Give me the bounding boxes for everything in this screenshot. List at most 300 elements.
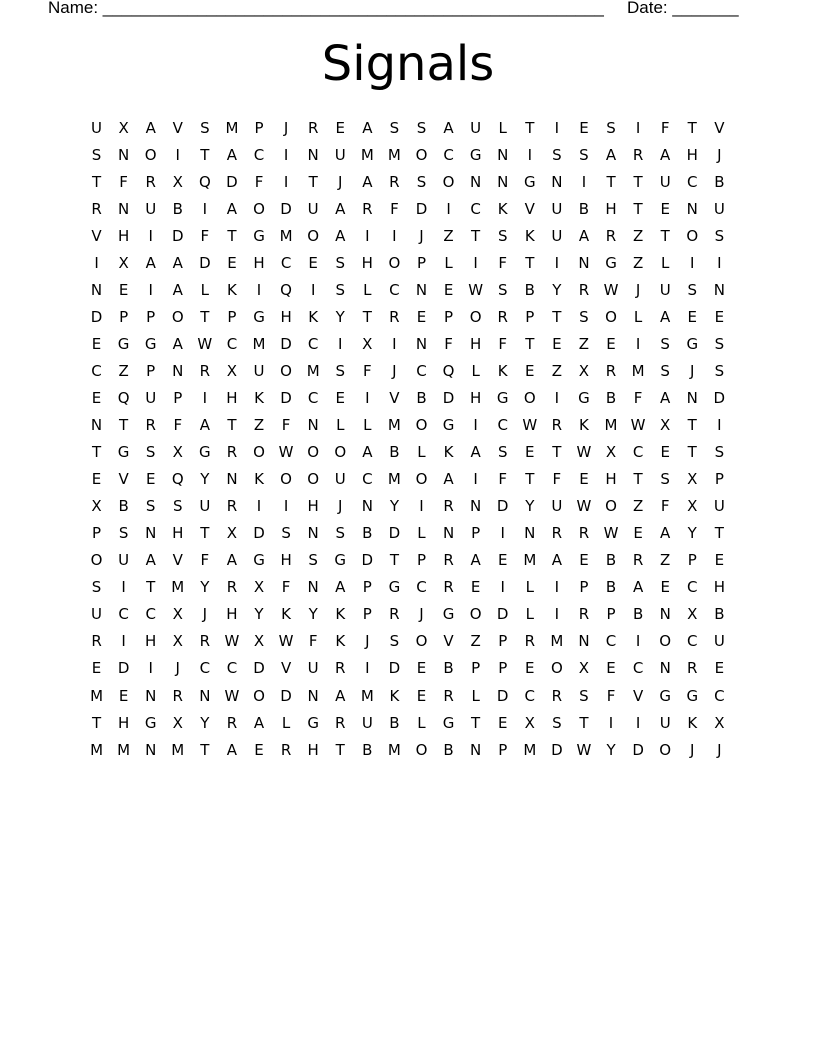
grid-letter[interactable]: R <box>199 632 211 651</box>
grid-letter[interactable]: O <box>469 605 482 624</box>
grid-letter[interactable]: F <box>444 334 453 353</box>
grid-letter[interactable]: E <box>525 659 535 678</box>
grid-letter[interactable]: T <box>200 145 210 164</box>
grid-letter[interactable]: W <box>224 632 240 651</box>
grid-letter[interactable]: D <box>199 253 211 272</box>
grid-letter[interactable]: L <box>417 524 426 543</box>
grid-letter[interactable]: I <box>635 713 641 732</box>
grid-letter[interactable]: T <box>687 416 697 435</box>
grid-letter[interactable]: E <box>416 659 427 678</box>
grid-letter[interactable]: P <box>525 307 535 326</box>
grid-letter[interactable]: X <box>226 361 238 380</box>
grid-letter[interactable]: I <box>473 416 478 435</box>
grid-letter[interactable]: F <box>498 470 508 489</box>
grid-letter[interactable]: S <box>660 361 670 380</box>
grid-letter[interactable]: D <box>253 659 265 678</box>
grid-letter[interactable]: V <box>118 470 129 489</box>
grid-letter[interactable]: B <box>362 740 373 759</box>
grid-letter[interactable]: H <box>280 307 292 326</box>
grid-letter[interactable]: N <box>307 578 319 597</box>
grid-letter[interactable]: O <box>605 497 617 516</box>
grid-letter[interactable]: C <box>687 578 698 597</box>
grid-letter[interactable]: I <box>310 280 316 299</box>
grid-letter[interactable]: N <box>578 632 590 651</box>
grid-letter[interactable]: F <box>200 551 210 570</box>
grid-letter[interactable]: V <box>280 659 292 678</box>
grid-letter[interactable]: N <box>90 416 103 435</box>
grid-letter[interactable]: K <box>308 307 319 326</box>
grid-letter[interactable]: I <box>283 145 289 164</box>
grid-letter[interactable]: B <box>172 199 183 218</box>
grid-letter[interactable]: N <box>470 497 482 516</box>
grid-letter[interactable]: E <box>714 659 725 678</box>
grid-letter[interactable]: I <box>365 226 370 245</box>
grid-letter[interactable]: V <box>524 199 535 218</box>
grid-letter[interactable]: T <box>119 416 129 435</box>
grid-letter[interactable]: R <box>551 686 563 705</box>
grid-letter[interactable]: R <box>497 307 508 326</box>
grid-letter[interactable]: F <box>498 334 508 353</box>
grid-letter[interactable]: Z <box>632 253 644 272</box>
grid-letter[interactable]: B <box>416 388 427 407</box>
grid-letter[interactable]: N <box>659 605 671 624</box>
grid-letter[interactable]: S <box>497 226 508 245</box>
grid-letter[interactable]: A <box>335 578 346 597</box>
grid-letter[interactable]: Q <box>442 361 455 380</box>
grid-letter[interactable]: B <box>714 172 725 191</box>
grid-letter[interactable]: C <box>687 172 698 191</box>
grid-letter[interactable]: Z <box>632 226 644 245</box>
grid-letter[interactable]: A <box>145 118 156 137</box>
grid-letter[interactable]: P <box>173 388 183 407</box>
grid-letter[interactable]: D <box>388 659 401 678</box>
grid-letter[interactable]: E <box>335 388 345 407</box>
grid-letter[interactable]: Z <box>118 361 129 380</box>
grid-letter[interactable]: X <box>172 713 183 732</box>
grid-letter[interactable]: I <box>473 253 478 272</box>
grid-letter[interactable]: I <box>500 524 505 543</box>
grid-letter[interactable]: D <box>280 388 292 407</box>
grid-letter[interactable]: W <box>278 443 294 462</box>
grid-letter[interactable]: H <box>605 199 617 218</box>
grid-letter[interactable]: P <box>227 307 237 326</box>
grid-letter[interactable]: K <box>497 199 508 218</box>
grid-letter[interactable]: U <box>334 145 346 164</box>
grid-letter[interactable]: Y <box>525 497 535 516</box>
grid-letter[interactable]: T <box>687 443 697 462</box>
grid-letter[interactable]: W <box>576 497 592 516</box>
grid-letter[interactable]: E <box>714 307 725 326</box>
grid-letter[interactable]: U <box>551 497 563 516</box>
grid-letter[interactable]: X <box>687 605 698 624</box>
grid-letter[interactable]: B <box>118 497 129 516</box>
grid-letter[interactable]: S <box>389 118 400 137</box>
grid-letter[interactable]: G <box>253 226 265 245</box>
grid-letter[interactable]: K <box>687 713 698 732</box>
grid-letter[interactable]: T <box>389 551 399 570</box>
grid-letter[interactable]: I <box>554 253 560 272</box>
grid-letter[interactable]: G <box>144 713 157 732</box>
grid-letter[interactable]: B <box>443 659 454 678</box>
grid-letter[interactable]: R <box>199 361 211 380</box>
grid-letter[interactable]: H <box>605 470 617 489</box>
grid-letter[interactable]: U <box>91 118 103 137</box>
grid-letter[interactable]: R <box>226 578 238 597</box>
grid-letter[interactable]: D <box>280 686 292 705</box>
grid-letter[interactable]: T <box>362 307 372 326</box>
grid-letter[interactable]: I <box>392 226 397 245</box>
grid-letter[interactable]: B <box>605 551 617 570</box>
grid-letter[interactable]: K <box>524 226 535 245</box>
grid-letter[interactable]: L <box>498 118 507 137</box>
grid-letter[interactable]: K <box>254 388 264 407</box>
grid-letter[interactable]: O <box>334 443 347 462</box>
grid-letter[interactable]: V <box>172 551 183 570</box>
grid-letter[interactable]: C <box>389 280 400 299</box>
grid-letter[interactable]: O <box>307 470 320 489</box>
grid-letter[interactable]: A <box>253 713 265 732</box>
grid-letter[interactable]: G <box>334 551 347 570</box>
grid-letter[interactable]: T <box>91 713 102 732</box>
grid-letter[interactable]: Z <box>470 632 481 651</box>
grid-letter[interactable]: I <box>175 145 180 164</box>
grid-letter[interactable]: C <box>226 334 238 353</box>
grid-letter[interactable]: M <box>306 361 320 380</box>
grid-letter[interactable]: T <box>200 307 210 326</box>
grid-letter[interactable]: M <box>279 226 293 245</box>
grid-letter[interactable]: I <box>554 605 560 624</box>
grid-letter[interactable]: E <box>443 280 454 299</box>
grid-letter[interactable]: J <box>283 118 289 137</box>
grid-letter[interactable]: T <box>227 416 237 435</box>
grid-letter[interactable]: I <box>338 334 343 353</box>
grid-letter[interactable]: S <box>714 226 725 245</box>
grid-letter[interactable]: S <box>335 361 345 380</box>
grid-letter[interactable]: N <box>470 740 482 759</box>
grid-letter[interactable]: R <box>280 740 292 759</box>
grid-letter[interactable]: M <box>171 740 185 759</box>
grid-letter[interactable]: C <box>226 659 238 678</box>
grid-letter[interactable]: Z <box>551 361 562 380</box>
grid-letter[interactable]: N <box>551 172 563 191</box>
grid-letter[interactable]: Z <box>632 497 644 516</box>
grid-letter[interactable]: R <box>307 118 319 137</box>
grid-letter[interactable]: U <box>253 361 265 380</box>
grid-letter[interactable]: E <box>91 470 102 489</box>
grid-letter[interactable]: C <box>307 388 319 407</box>
grid-letter[interactable]: G <box>686 686 699 705</box>
grid-letter[interactable]: O <box>415 470 428 489</box>
grid-letter[interactable]: P <box>579 578 589 597</box>
grid-letter[interactable]: I <box>554 118 560 137</box>
grid-letter[interactable]: R <box>605 226 617 245</box>
grid-letter[interactable]: W <box>576 740 592 759</box>
grid-letter[interactable]: N <box>145 686 157 705</box>
grid-letter[interactable]: W <box>468 280 484 299</box>
grid-letter[interactable]: B <box>443 740 454 759</box>
grid-letter[interactable]: D <box>713 388 726 407</box>
grid-letter[interactable]: O <box>442 172 455 191</box>
grid-letter[interactable]: T <box>687 118 697 137</box>
grid-letter[interactable]: Z <box>443 226 454 245</box>
grid-letter[interactable]: M <box>631 361 645 380</box>
grid-letter[interactable]: B <box>605 578 617 597</box>
grid-letter[interactable]: P <box>362 605 372 624</box>
grid-letter[interactable]: T <box>200 740 210 759</box>
grid-letter[interactable]: G <box>253 307 265 326</box>
grid-letter[interactable]: N <box>415 334 428 353</box>
grid-letter[interactable]: E <box>660 443 670 462</box>
grid-letter[interactable]: A <box>226 551 238 570</box>
grid-letter[interactable]: F <box>200 226 210 245</box>
grid-letter[interactable]: E <box>579 470 589 489</box>
grid-letter[interactable]: N <box>199 686 211 705</box>
grid-letter[interactable]: F <box>119 172 128 191</box>
grid-letter[interactable]: I <box>365 659 370 678</box>
grid-letter[interactable]: N <box>497 145 509 164</box>
grid-letter[interactable]: O <box>550 659 563 678</box>
grid-letter[interactable]: H <box>253 253 265 272</box>
grid-letter[interactable]: I <box>148 226 153 245</box>
grid-letter[interactable]: S <box>145 497 156 516</box>
grid-letter[interactable]: S <box>579 307 589 326</box>
grid-letter[interactable]: G <box>523 172 536 191</box>
grid-letter[interactable]: E <box>470 578 481 597</box>
grid-letter[interactable]: K <box>335 605 346 624</box>
grid-letter[interactable]: V <box>172 118 183 137</box>
grid-letter[interactable]: D <box>632 740 644 759</box>
grid-letter[interactable]: T <box>633 199 643 218</box>
grid-letter[interactable]: W <box>278 632 294 651</box>
grid-letter[interactable]: X <box>172 632 183 651</box>
grid-letter[interactable]: S <box>281 524 291 543</box>
grid-letter[interactable]: D <box>171 226 184 245</box>
grid-letter[interactable]: N <box>145 524 157 543</box>
grid-letter[interactable]: W <box>603 524 619 543</box>
grid-letter[interactable]: E <box>579 551 589 570</box>
grid-letter[interactable]: T <box>525 118 535 137</box>
grid-letter[interactable]: M <box>90 740 104 759</box>
grid-letter[interactable]: E <box>335 118 345 137</box>
grid-letter[interactable]: O <box>686 226 699 245</box>
grid-letter[interactable]: X <box>253 578 265 597</box>
grid-letter[interactable]: E <box>145 470 156 489</box>
grid-letter[interactable]: P <box>498 740 508 759</box>
grid-letter[interactable]: C <box>362 470 373 489</box>
grid-letter[interactable]: X <box>118 253 129 272</box>
grid-letter[interactable]: I <box>554 388 560 407</box>
grid-letter[interactable]: J <box>690 361 695 380</box>
grid-letter[interactable]: O <box>280 470 292 489</box>
grid-letter[interactable]: X <box>578 659 590 678</box>
grid-letter[interactable]: S <box>552 145 562 164</box>
grid-letter[interactable]: E <box>579 118 589 137</box>
grid-letter[interactable]: G <box>686 334 699 353</box>
grid-letter[interactable]: O <box>523 388 536 407</box>
grid-letter[interactable]: H <box>361 253 373 272</box>
grid-letter[interactable]: N <box>713 280 725 299</box>
grid-letter[interactable]: M <box>387 470 401 489</box>
grid-letter[interactable]: Q <box>171 470 184 489</box>
grid-letter[interactable]: X <box>605 443 617 462</box>
grid-letter[interactable]: Y <box>200 578 210 597</box>
grid-letter[interactable]: C <box>632 659 644 678</box>
grid-letter[interactable]: M <box>387 740 401 759</box>
grid-letter[interactable]: P <box>498 632 508 651</box>
grid-letter[interactable]: A <box>551 551 562 570</box>
grid-letter[interactable]: O <box>415 145 428 164</box>
grid-letter[interactable]: O <box>144 145 157 164</box>
grid-letter[interactable]: M <box>387 416 401 435</box>
grid-letter[interactable]: N <box>524 524 536 543</box>
grid-letter[interactable]: G <box>144 334 157 353</box>
grid-letter[interactable]: E <box>416 307 427 326</box>
grid-letter[interactable]: Z <box>253 416 265 435</box>
grid-letter[interactable]: I <box>121 578 126 597</box>
grid-letter[interactable]: X <box>687 470 698 489</box>
grid-letter[interactable]: A <box>172 334 183 353</box>
grid-letter[interactable]: I <box>256 497 262 516</box>
grid-letter[interactable]: B <box>632 605 644 624</box>
grid-letter[interactable]: W <box>603 280 619 299</box>
grid-letter[interactable]: B <box>578 199 590 218</box>
grid-letter[interactable]: R <box>91 199 102 218</box>
grid-letter[interactable]: G <box>388 578 401 597</box>
grid-letter[interactable]: I <box>635 118 641 137</box>
grid-letter[interactable]: E <box>308 253 318 272</box>
grid-letter[interactable]: A <box>335 686 346 705</box>
grid-letter[interactable]: T <box>525 470 535 489</box>
grid-letter[interactable]: I <box>94 253 99 272</box>
grid-letter[interactable]: A <box>226 145 238 164</box>
grid-letter[interactable]: L <box>363 416 372 435</box>
grid-letter[interactable]: V <box>632 686 644 705</box>
grid-letter[interactable]: C <box>91 361 102 380</box>
grid-letter[interactable]: P <box>471 524 481 543</box>
grid-letter[interactable]: E <box>118 686 129 705</box>
grid-letter[interactable]: N <box>90 280 103 299</box>
grid-letter[interactable]: P <box>714 470 724 489</box>
grid-letter[interactable]: C <box>145 605 156 624</box>
grid-letter[interactable]: C <box>199 659 211 678</box>
grid-letter[interactable]: X <box>172 605 183 624</box>
grid-letter[interactable]: N <box>470 172 482 191</box>
grid-letter[interactable]: K <box>497 361 508 380</box>
grid-letter[interactable]: R <box>226 713 238 732</box>
grid-letter[interactable]: P <box>416 253 426 272</box>
grid-letter[interactable]: T <box>200 524 210 543</box>
grid-letter[interactable]: O <box>171 307 184 326</box>
grid-letter[interactable]: A <box>660 307 671 326</box>
grid-letter[interactable]: P <box>146 307 156 326</box>
grid-letter[interactable]: O <box>253 686 265 705</box>
grid-letter[interactable]: L <box>525 605 534 624</box>
grid-letter[interactable]: O <box>605 307 617 326</box>
grid-letter[interactable]: D <box>280 199 292 218</box>
grid-letter[interactable]: A <box>605 145 617 164</box>
grid-letter[interactable]: M <box>225 118 239 137</box>
grid-letter[interactable]: R <box>335 659 346 678</box>
grid-letter[interactable]: A <box>335 226 346 245</box>
grid-letter[interactable]: O <box>659 740 672 759</box>
grid-letter[interactable]: E <box>227 253 237 272</box>
grid-letter[interactable]: S <box>497 280 508 299</box>
grid-letter[interactable]: I <box>635 334 641 353</box>
grid-letter[interactable]: S <box>714 443 725 462</box>
grid-letter[interactable]: Y <box>552 280 562 299</box>
grid-letter[interactable]: F <box>173 416 183 435</box>
grid-letter[interactable]: T <box>91 443 102 462</box>
grid-letter[interactable]: T <box>579 713 589 732</box>
grid-letter[interactable]: B <box>362 524 373 543</box>
grid-letter[interactable]: T <box>471 713 481 732</box>
grid-letter[interactable]: C <box>253 145 265 164</box>
grid-letter[interactable]: A <box>226 199 238 218</box>
grid-letter[interactable]: E <box>254 740 264 759</box>
grid-letter[interactable]: J <box>202 605 208 624</box>
grid-letter[interactable]: N <box>118 145 130 164</box>
grid-letter[interactable]: S <box>579 686 589 705</box>
grid-letter[interactable]: F <box>606 686 616 705</box>
grid-letter[interactable]: T <box>606 172 616 191</box>
grid-letter[interactable]: P <box>92 524 102 543</box>
grid-letter[interactable]: R <box>632 145 644 164</box>
grid-letter[interactable]: D <box>442 388 455 407</box>
grid-letter[interactable]: D <box>415 199 428 218</box>
grid-letter[interactable]: I <box>365 388 370 407</box>
grid-letter[interactable]: R <box>443 686 454 705</box>
grid-letter[interactable]: T <box>552 307 562 326</box>
grid-letter[interactable]: I <box>473 470 478 489</box>
grid-letter[interactable]: R <box>91 632 102 651</box>
grid-letter[interactable]: M <box>252 334 266 353</box>
grid-letter[interactable]: P <box>606 605 616 624</box>
grid-letter[interactable]: R <box>389 605 400 624</box>
grid-letter[interactable]: W <box>197 334 213 353</box>
grid-letter[interactable]: U <box>307 659 319 678</box>
grid-letter[interactable]: L <box>200 280 210 299</box>
grid-letter[interactable]: T <box>335 740 345 759</box>
grid-letter[interactable]: H <box>117 713 130 732</box>
grid-letter[interactable]: I <box>392 334 397 353</box>
grid-letter[interactable]: A <box>362 172 373 191</box>
grid-letter[interactable]: U <box>551 226 563 245</box>
grid-letter[interactable]: R <box>443 497 454 516</box>
grid-letter[interactable]: O <box>388 253 401 272</box>
grid-letter[interactable]: P <box>444 307 454 326</box>
grid-letter[interactable]: T <box>552 443 562 462</box>
grid-letter[interactable]: X <box>660 416 671 435</box>
grid-letter[interactable]: S <box>145 443 156 462</box>
grid-letter[interactable]: Q <box>117 388 130 407</box>
grid-letter[interactable]: U <box>713 497 725 516</box>
grid-letter[interactable]: M <box>360 145 374 164</box>
grid-letter[interactable]: I <box>581 172 587 191</box>
grid-letter[interactable]: B <box>714 605 725 624</box>
grid-letter[interactable]: P <box>416 551 426 570</box>
grid-letter[interactable]: G <box>469 145 482 164</box>
grid-letter[interactable]: I <box>500 578 505 597</box>
grid-letter[interactable]: R <box>443 551 454 570</box>
grid-letter[interactable]: A <box>226 740 238 759</box>
grid-letter[interactable]: T <box>91 172 102 191</box>
grid-letter[interactable]: X <box>226 524 238 543</box>
grid-letter[interactable]: F <box>498 253 508 272</box>
grid-letter[interactable]: M <box>523 551 537 570</box>
grid-letter[interactable]: Y <box>389 497 399 516</box>
grid-letter[interactable]: A <box>632 578 644 597</box>
grid-letter[interactable]: T <box>633 470 643 489</box>
